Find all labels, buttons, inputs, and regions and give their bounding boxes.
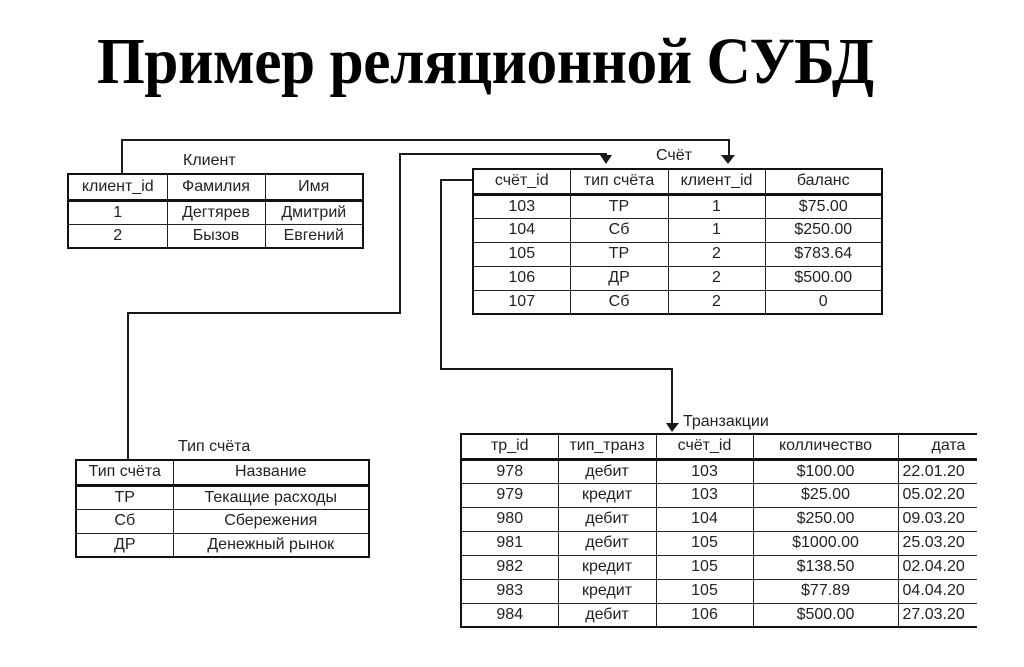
table-cell: ДР	[76, 533, 173, 557]
table-cell: дебит	[558, 507, 656, 531]
column-header: баланс	[765, 169, 882, 194]
column-header: тип счёта	[570, 169, 668, 194]
table-cell: Дмитрий	[265, 200, 363, 224]
table-cell: Сбережения	[173, 509, 369, 533]
table-client	[67, 173, 364, 249]
table-cell: 980	[461, 507, 558, 531]
arrow-down-icon	[666, 423, 679, 432]
table-caption-client: Клиент	[183, 152, 236, 169]
column-header: счёт_id	[656, 434, 753, 459]
table-cell: $783.64	[765, 242, 882, 266]
table-cell: 983	[461, 579, 558, 603]
table-cell: 2	[668, 266, 765, 290]
column-header: счёт_id	[473, 169, 570, 194]
table-cell: 05.02.20	[898, 483, 977, 507]
column-header: клиент_id	[668, 169, 765, 194]
table-cell: 103	[473, 194, 570, 218]
table-row	[76, 509, 369, 533]
column-header: Тип счёта	[76, 460, 173, 485]
table-cell: 106	[656, 603, 753, 627]
table-cell: $500.00	[765, 266, 882, 290]
table-cell: Евгений	[265, 224, 363, 248]
table-cell: 25.03.20	[898, 531, 977, 555]
table-cell: Дегтярев	[167, 200, 265, 224]
table-cell: 1	[668, 218, 765, 242]
table-transactions	[460, 433, 977, 628]
table-cell: 105	[473, 242, 570, 266]
table-cell: 1	[68, 200, 167, 224]
column-header: клиент_id	[68, 174, 167, 200]
table-cell: 103	[656, 459, 753, 483]
arrow-down-icon	[721, 155, 735, 164]
column-header: Название	[173, 460, 369, 485]
table-row	[461, 603, 977, 627]
table-cell: Бызов	[167, 224, 265, 248]
table-cell: дебит	[558, 603, 656, 627]
column-header: дата	[898, 434, 977, 459]
table-cell: 2	[668, 290, 765, 314]
table-row	[461, 459, 977, 483]
table-cell: 982	[461, 555, 558, 579]
table-cell: 106	[473, 266, 570, 290]
table-row	[473, 242, 882, 266]
column-header: тип_транз	[558, 434, 656, 459]
table-caption-transactions: Транзакции	[683, 413, 769, 430]
table-row	[473, 218, 882, 242]
table-row	[76, 485, 369, 509]
table-cell: Текащие расходы	[173, 485, 369, 509]
table-cell: 979	[461, 483, 558, 507]
table-cell: 104	[473, 218, 570, 242]
table-cell: 105	[656, 555, 753, 579]
table-cell: 105	[656, 531, 753, 555]
table-cell: ТР	[570, 242, 668, 266]
table-cell: Сб	[570, 218, 668, 242]
table-cell: $77.89	[753, 579, 898, 603]
table-cell: 27.03.20	[898, 603, 977, 627]
table-cell: Сб	[570, 290, 668, 314]
table-cell: 105	[656, 579, 753, 603]
table-cell: $250.00	[753, 507, 898, 531]
table-row	[461, 507, 977, 531]
table-cell: 2	[668, 242, 765, 266]
table-cell: кредит	[558, 555, 656, 579]
table-cell: 22.01.20	[898, 459, 977, 483]
table-row	[473, 194, 882, 218]
table-cell: $500.00	[753, 603, 898, 627]
table-cell: кредит	[558, 579, 656, 603]
column-header: колличество	[753, 434, 898, 459]
table-cell: ДР	[570, 266, 668, 290]
table-cell: $25.00	[753, 483, 898, 507]
table-cell: $250.00	[765, 218, 882, 242]
table-cell: ТР	[570, 194, 668, 218]
table-cell: $75.00	[765, 194, 882, 218]
table-row	[461, 483, 977, 507]
table-cell: дебит	[558, 459, 656, 483]
table-cell: 02.04.20	[898, 555, 977, 579]
column-header: Имя	[265, 174, 363, 200]
page-title: Пример реляционной СУБД	[97, 25, 874, 98]
table-account-type	[75, 459, 370, 558]
table-caption-account-type: Тип счёта	[178, 438, 251, 455]
arrow-down-icon	[600, 155, 612, 164]
table-cell: ТР	[76, 485, 173, 509]
column-header: Фамилия	[167, 174, 265, 200]
table-caption-account: Счёт	[656, 147, 692, 164]
table-cell: 04.04.20	[898, 579, 977, 603]
table-row	[473, 290, 882, 314]
table-cell: 107	[473, 290, 570, 314]
table-cell: 103	[656, 483, 753, 507]
table-cell: 09.03.20	[898, 507, 977, 531]
table-cell: дебит	[558, 531, 656, 555]
table-cell: $138.50	[753, 555, 898, 579]
table-cell: 981	[461, 531, 558, 555]
table-cell: Денежный рынок	[173, 533, 369, 557]
table-cell: 104	[656, 507, 753, 531]
transactions-clip	[460, 433, 977, 633]
table-row	[76, 533, 369, 557]
table-account	[472, 168, 883, 315]
table-row	[473, 266, 882, 290]
table-cell: кредит	[558, 483, 656, 507]
table-row	[461, 579, 977, 603]
table-cell: 978	[461, 459, 558, 483]
table-cell: $100.00	[753, 459, 898, 483]
table-cell: $1000.00	[753, 531, 898, 555]
table-cell: 984	[461, 603, 558, 627]
table-cell: 1	[668, 194, 765, 218]
table-row	[461, 531, 977, 555]
table-cell: 2	[68, 224, 167, 248]
table-row	[68, 200, 363, 224]
table-row	[461, 555, 977, 579]
table-cell: 0	[765, 290, 882, 314]
table-row	[68, 224, 363, 248]
table-cell: Сб	[76, 509, 173, 533]
column-header: тр_id	[461, 434, 558, 459]
